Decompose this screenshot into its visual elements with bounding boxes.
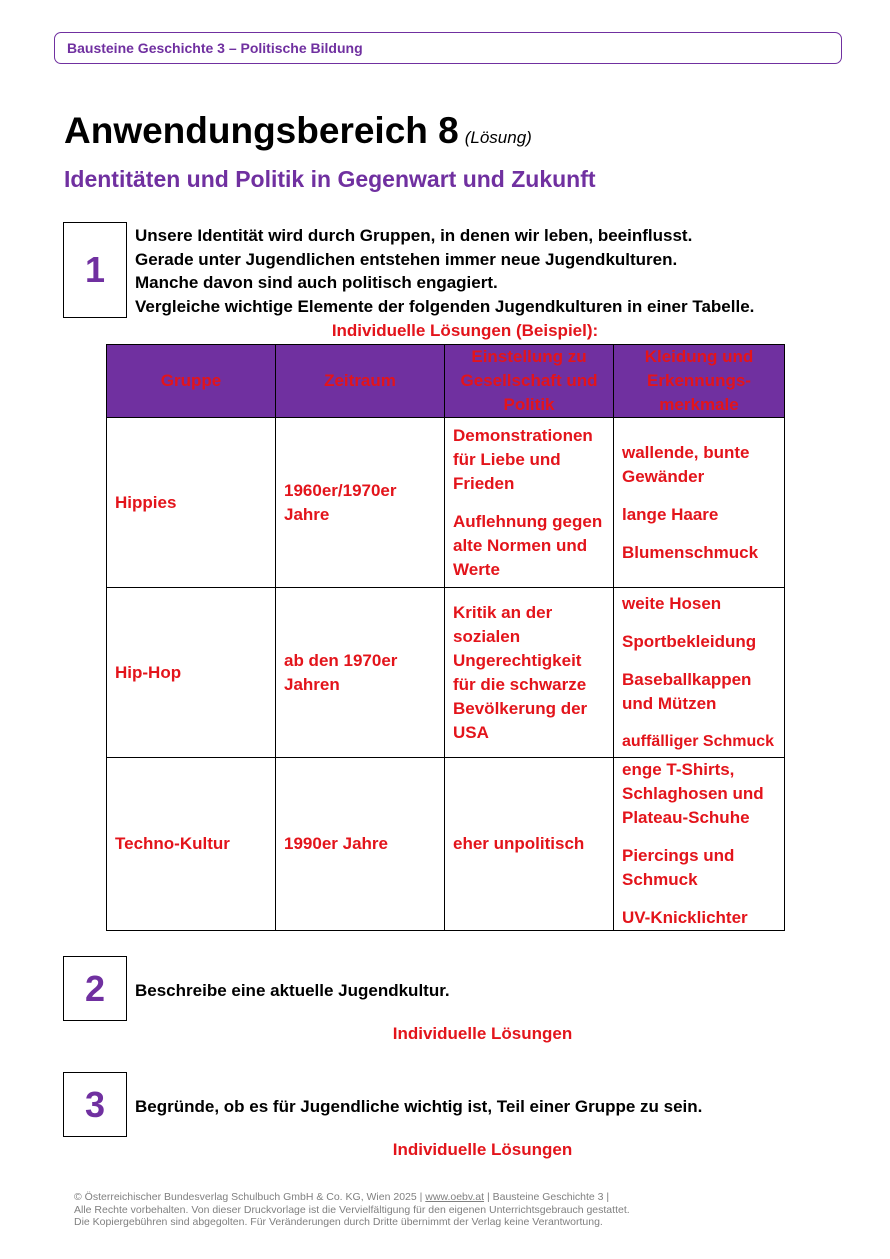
task-3-number: 3 xyxy=(63,1072,127,1137)
cell-zeitraum: ab den 1970er Jahren xyxy=(276,588,445,758)
task-2-number: 2 xyxy=(63,956,127,1021)
page-title xyxy=(64,110,532,152)
cell-einstellung xyxy=(445,418,614,588)
table-row xyxy=(107,418,785,588)
task-2-solution: Individuelle Lösungen xyxy=(392,1024,573,1043)
comparison-table xyxy=(106,344,785,931)
footer xyxy=(74,1191,630,1229)
footer-copyright: © Österreichischer Bundesverlag Schulbuch GmbH & Co. KG, Wien 2025 | xyxy=(74,1191,426,1203)
page-subtitle: Identitäten und Politik in Gegenwart und Zukunft xyxy=(64,166,596,192)
cell-gruppe: Techno-Kultur xyxy=(107,758,276,931)
footer-link[interactable]: www.oebv.at xyxy=(425,1191,485,1203)
cell-item: Demonstrationen für Liebe und Frieden xyxy=(453,425,593,493)
task-1-line: Vergleiche wichtige Elemente der folgenden Jugendkulturen in einer Tabelle. xyxy=(135,296,755,316)
cell-einstellung xyxy=(445,758,614,931)
footer-line-3: Die Kopiergebühren sind abgegolten. Für Veränderungen durch Dritte übernimmt der Verlag keine Verantwortung. xyxy=(74,1216,603,1228)
cell-item: Sportbekleidung xyxy=(622,631,757,651)
cell-item: enge T-Shirts, Schlaghosen und Plateau-Schuhe xyxy=(622,760,764,827)
task-1-line: Manche davon sind auch politisch engagiert. xyxy=(135,273,498,292)
task-1-text xyxy=(135,224,754,318)
cell-item: UV-Knicklichter xyxy=(622,908,748,927)
table-header-kleidung: Kleidung und Erkennungs-merkmale xyxy=(614,345,785,418)
cell-item: Blumenschmuck xyxy=(622,542,759,562)
cell-item: wallende, bunte Gewänder xyxy=(622,442,750,486)
header-box xyxy=(54,32,842,64)
task-1-line: Gerade unter Jugendlichen entstehen immer neue Jugendkulturen. xyxy=(135,249,678,269)
table-header-einstellung: Einstellung zu Gesellschaft und Politik xyxy=(445,345,614,418)
cell-item: lange Haare xyxy=(622,504,719,524)
task-2-text: Beschreibe eine aktuelle Jugendkultur. xyxy=(135,981,450,1000)
cell-item: Piercings und Schmuck xyxy=(622,846,735,889)
footer-book: | Bausteine Geschichte 3 | xyxy=(484,1191,610,1203)
page-title-note: (Lösung) xyxy=(464,128,532,147)
task-3-solution: Individuelle Lösungen xyxy=(392,1140,573,1159)
table-header-zeitraum: Zeitraum xyxy=(276,345,445,418)
cell-kleidung xyxy=(614,418,785,588)
table-row xyxy=(107,588,785,758)
task-1-number: 1 xyxy=(63,222,127,318)
cell-zeitraum: 1990er Jahre xyxy=(276,758,445,931)
cell-gruppe: Hip-Hop xyxy=(107,588,276,758)
cell-item: Baseballkappen und Mützen xyxy=(622,669,752,713)
header-title: Bausteine Geschichte 3 – Politische Bildung xyxy=(67,40,363,56)
page-title-main: Anwendungsbereich 8 xyxy=(64,110,459,151)
task-3-text: Begründe, ob es für Jugendliche wichtig ist, Teil einer Gruppe zu sein. xyxy=(135,1097,703,1116)
cell-item: eher unpolitisch xyxy=(453,834,585,853)
cell-item: Kritik an der sozialen Ungerechtigkeit für die schwarze Bevölkerung der USA xyxy=(453,602,588,742)
cell-item: auffälliger Schmuck xyxy=(622,732,775,750)
cell-gruppe: Hippies xyxy=(107,418,276,588)
task-1-line: Unsere Identität wird durch Gruppen, in denen wir leben, beeinflusst. xyxy=(135,226,693,245)
cell-kleidung xyxy=(614,588,785,758)
footer-line-2: Alle Rechte vorbehalten. Von dieser Druckvorlage ist die Vervielfältigung für den eigenen Unterrichtsgebrauch gestattet. xyxy=(74,1203,630,1216)
table-row xyxy=(107,758,785,931)
cell-einstellung xyxy=(445,588,614,758)
table-header-gruppe: Gruppe xyxy=(107,345,276,418)
cell-item: weite Hosen xyxy=(622,593,722,613)
cell-item: Auflehnung gegen alte Normen und Werte xyxy=(453,511,603,579)
cell-kleidung xyxy=(614,758,785,931)
task-1-solution-label: Individuelle Lösungen (Beispiel): xyxy=(331,321,599,340)
cell-zeitraum: 1960er/1970er Jahre xyxy=(276,418,445,588)
table-header-row xyxy=(107,345,785,418)
footer-line-1 xyxy=(74,1191,630,1204)
